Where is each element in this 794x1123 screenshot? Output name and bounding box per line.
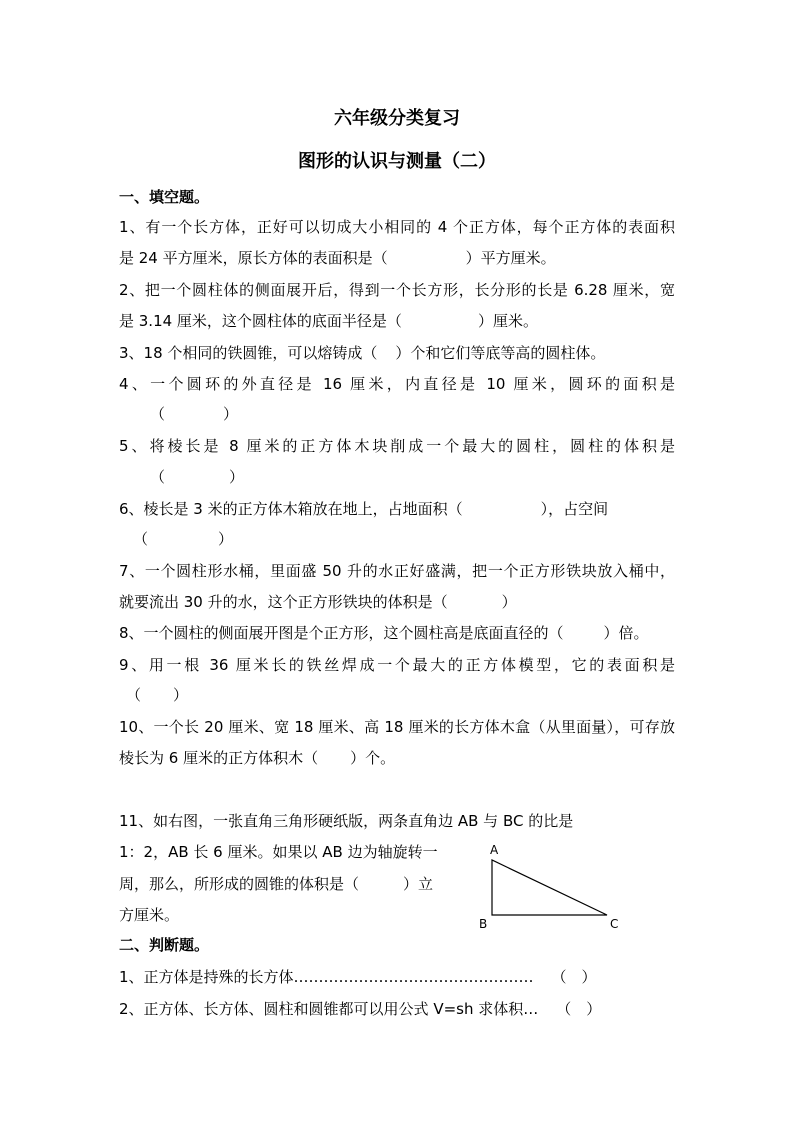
section-true-false-heading: 二、判断题。 <box>119 936 210 954</box>
triangle-shape <box>492 860 607 915</box>
question-6-line-1: 6、棱长是 3 米的正方体木箱放在地上，占地面积（ ），占空间 <box>119 500 609 518</box>
judge-question-2: 2、正方体、长方体、圆柱和圆锥都可以用公式 V=sh 求体积… （ ） <box>119 1000 602 1018</box>
question-11-line-1: 11、如右图，一张直角三角形硬纸版，两条直角边 AB 与 BC 的比是 <box>119 812 574 830</box>
vertex-label-b: B <box>479 917 488 931</box>
section-fill-blank-heading: 一、填空题。 <box>119 188 210 206</box>
question-10-line-2: 棱长为 6 厘米的正方体积木（ ）个。 <box>119 749 396 767</box>
question-11-line-3: 周，那么，所形成的圆锥的体积是（ ）立 <box>119 875 434 893</box>
question-2-line-2: 是 3.14 厘米，这个圆柱体的底面半径是（ ）厘米。 <box>119 312 538 330</box>
question-3-line-1: 3、18 个相同的铁圆锥，可以熔铸成（ ）个和它们等底等高的圆柱体。 <box>119 344 606 362</box>
question-9-line-2: （ ） <box>126 686 189 704</box>
question-5-line-1: 5、将棱长是 8 厘米的正方体木块削成一个最大的圆柱，圆柱的体积是 <box>119 437 675 455</box>
question-10-line-1: 10、一个长 20 厘米、宽 18 厘米、高 18 厘米的长方体木盒（从里面量），可存放 <box>119 718 675 736</box>
question-4-line-2: （ ） <box>150 405 239 423</box>
judge-question-1-bracket: （ ） <box>551 968 597 986</box>
question-9-line-1: 9、用一根 36 厘米长的铁丝焊成一个最大的正方体模型，它的表面积是 <box>119 656 675 674</box>
question-1-line-2: 是 24 平方厘米，原长方体的表面积是（ ）平方厘米。 <box>119 249 556 267</box>
question-11-line-4: 方厘米。 <box>119 906 180 924</box>
question-2-line-1: 2、把一个圆柱体的侧面展开后，得到一个长方形，长分形的长是 6.28 厘米，宽 <box>119 281 675 299</box>
right-triangle-diagram <box>474 838 624 938</box>
question-6-line-2: （ ） <box>133 530 234 548</box>
page-title: 六年级分类复习 <box>334 108 460 129</box>
question-5-line-2: （ ） <box>150 468 245 486</box>
vertex-label-c: C <box>610 917 619 931</box>
page-subtitle: 图形的认识与测量（二） <box>298 151 496 172</box>
question-7-line-1: 7、一个圆柱形水桶，里面盛 50 升的水正好盛满，把一个正方形铁块放入桶中， <box>119 562 675 580</box>
question-11-line-2: 1：2，AB 长 6 厘米。如果以 AB 边为轴旋转一 <box>119 843 438 861</box>
question-7-line-2: 就要流出 30 升的水，这个正方形铁块的体积是（ ） <box>119 593 517 611</box>
question-8-line-1: 8、一个圆柱的侧面展开图是个正方形，这个圆柱高是底面直径的（ ）倍。 <box>119 624 649 642</box>
judge-question-2-bracket: （ ） <box>556 1000 602 1018</box>
vertex-label-a: A <box>490 843 499 857</box>
judge-question-1: 1、正方体是持殊的长方体………………………………………… （ ） <box>119 968 597 986</box>
question-1-line-1: 1、有一个长方体，正好可以切成大小相同的 4 个正方体，每个正方体的表面积 <box>119 218 675 236</box>
question-4-line-1: 4、一个圆环的外直径是 16 厘米，内直径是 10 厘米，圆环的面积是 <box>119 375 675 393</box>
